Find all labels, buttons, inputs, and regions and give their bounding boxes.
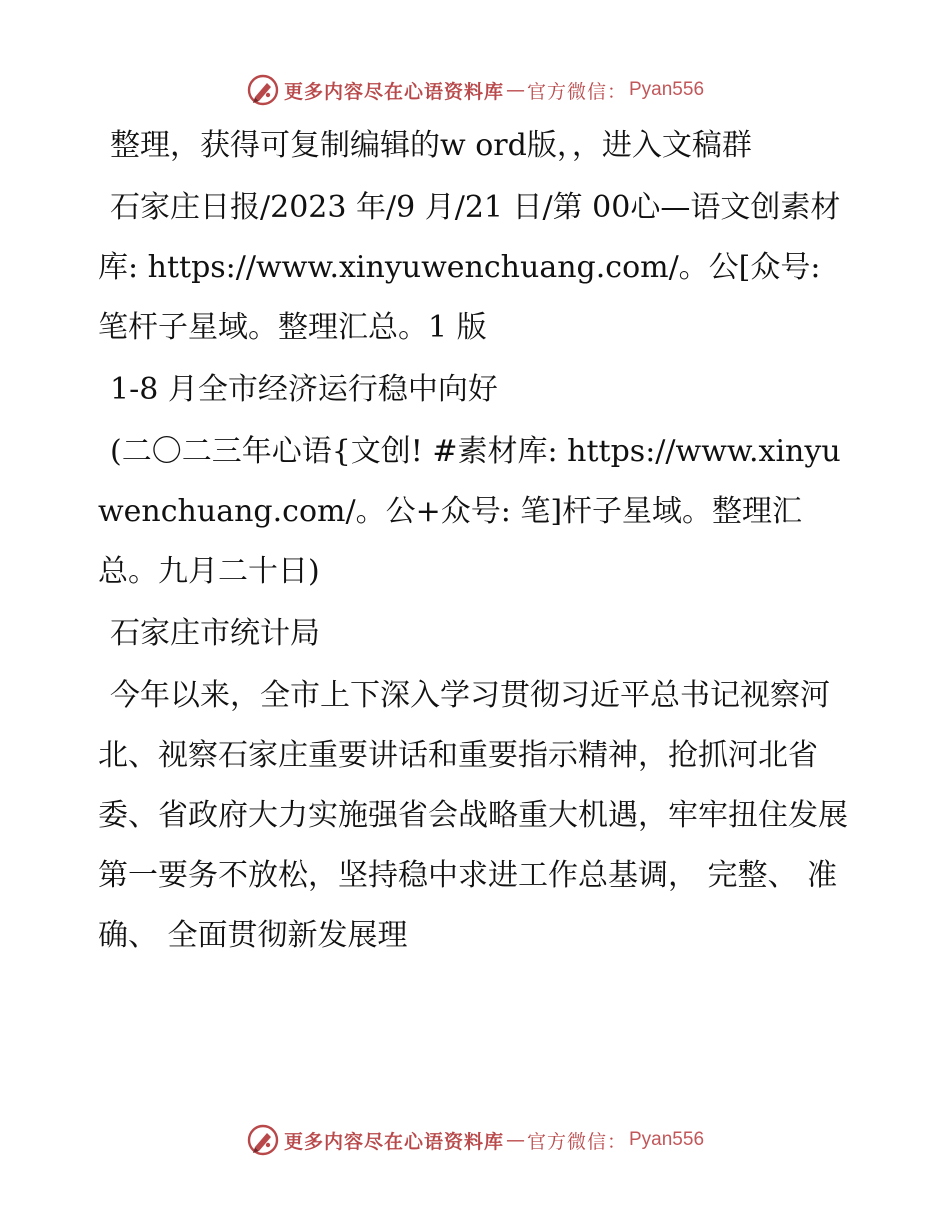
banner-handle-text: Pyan556 (629, 79, 705, 100)
footer-watermark-banner (0, 1120, 950, 1160)
pen-logo-icon (246, 1123, 280, 1157)
banner-handle-text: Pyan556 (629, 1129, 705, 1150)
banner-sub-text: 官方微信： (526, 1130, 627, 1153)
banner-separator: — (505, 1129, 525, 1151)
banner-content-footer (246, 1123, 704, 1157)
banner-separator: — (505, 79, 525, 101)
banner-sub-text: 官方微信： (526, 80, 627, 103)
paragraph-intro: 整理，获得可复制编辑的w ord版，，进入文稿群 (110, 128, 752, 163)
paragraph-headline: 1-8 月全市经济运行稳中向好 (110, 372, 498, 407)
banner-main-text: 更多内容尽在心语资料库 (283, 80, 504, 103)
paragraph-date: (二〇二三年心语{文创! #素材库: https://www.xinyuwenchuang.com/。公+众号: 笔]杆子星域。整理汇总。九月二十日) (98, 434, 841, 589)
paragraph-author: 石家庄市统计局 (110, 616, 320, 651)
paragraph-source: 石家庄日报/2023 年/9 月/21 日/第 00心—语文创素材库: https://www.xinyuwenchuang.com/。公[众号: 笔杆子星域。整理汇总。1 版 (98, 190, 841, 345)
pen-logo-icon (246, 73, 280, 107)
banner-main-text: 更多内容尽在心语资料库 (283, 1130, 504, 1153)
header-watermark-banner (0, 70, 950, 110)
banner-content (246, 73, 704, 107)
paragraph-body: 今年以来，全市上下深入学习贯彻习近平总书记视察河北、视察石家庄重要讲话和重要指示精神，抢抓河北省委、省政府大力实施强省会战略重大机遇，牢牢扭住发展第一要务不放松，坚持稳中求进工作总基调， 完整、 准确、 全面贯彻新发展理 (98, 678, 848, 953)
document-body (98, 116, 858, 968)
